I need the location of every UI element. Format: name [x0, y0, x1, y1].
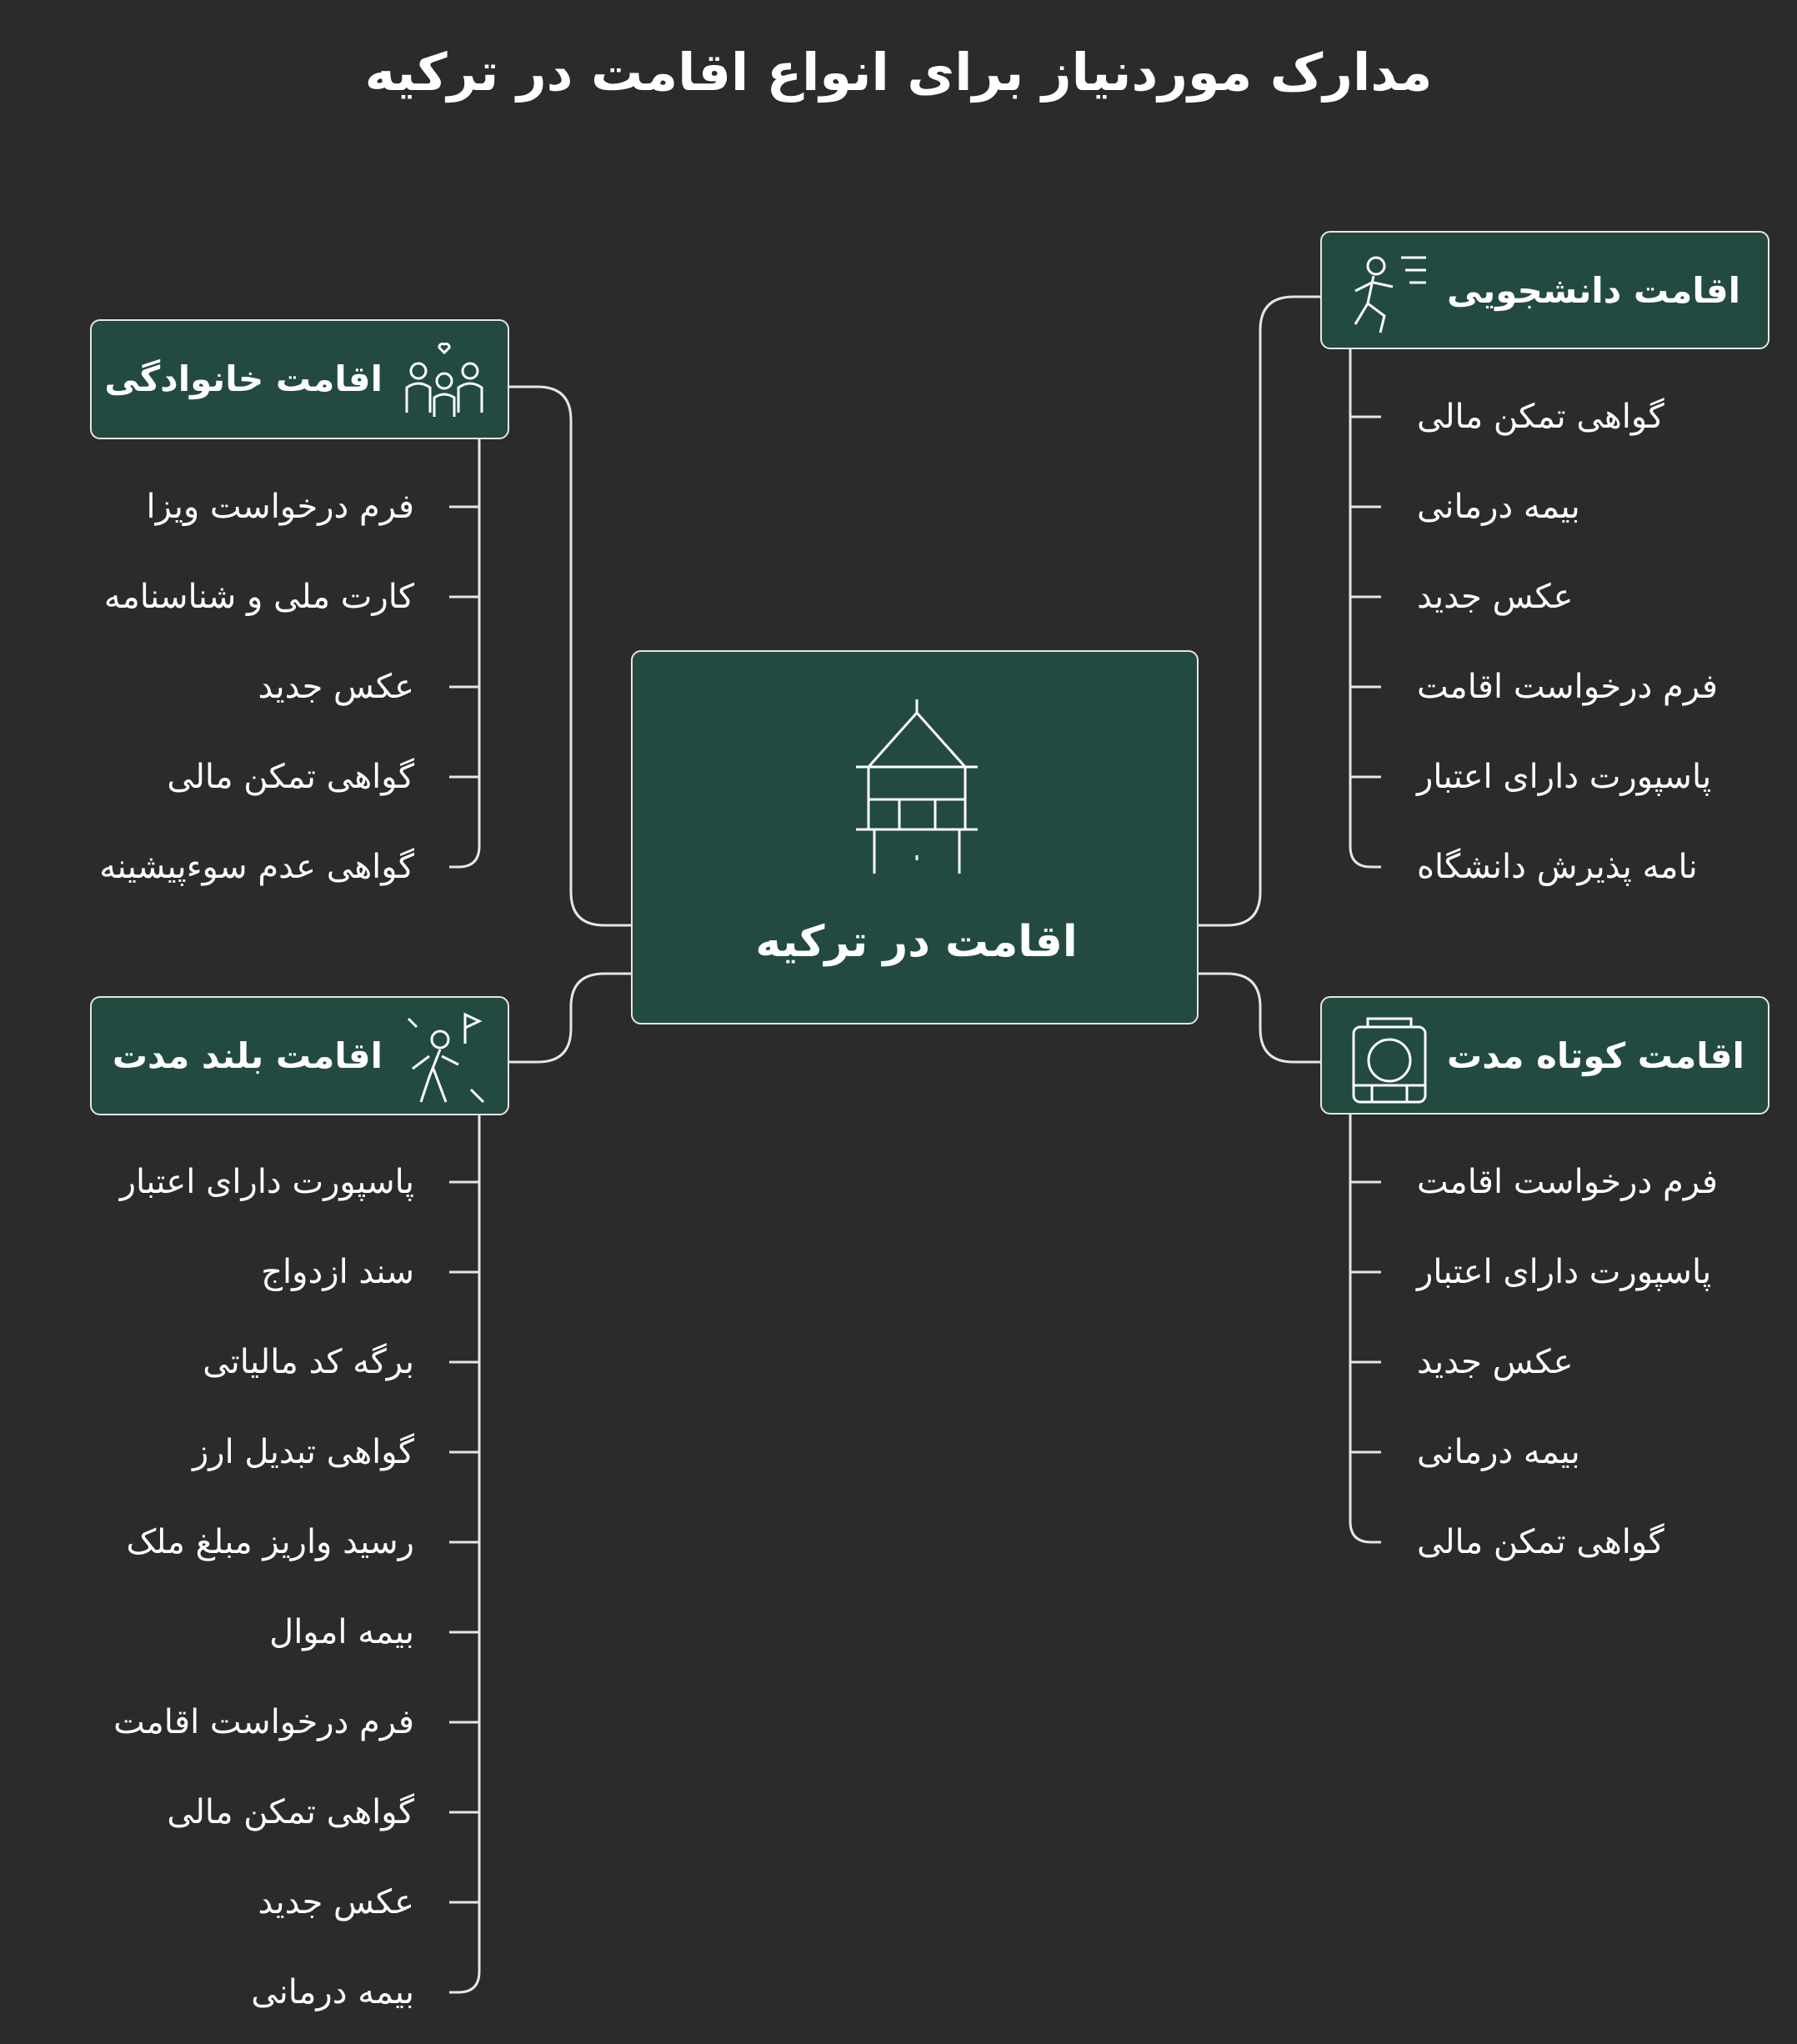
- long-term-item: بیمه درمانی: [251, 1973, 414, 2011]
- family-item: گواهی عدم سوءپیشینه: [99, 848, 414, 886]
- connector-short-term: [1199, 974, 1320, 1062]
- family-item: عکس جدید: [258, 668, 414, 706]
- long-term-item: بیمه اموال: [269, 1613, 414, 1651]
- short-term-item: گواهی تمکن مالی: [1417, 1523, 1664, 1561]
- family-item: گواهی تمکن مالی: [167, 758, 414, 796]
- student-item: پاسپورت دارای اعتبار: [1417, 758, 1712, 796]
- student-item: نامه پذیرش دانشگاه: [1417, 848, 1698, 886]
- running-student-icon: [1322, 233, 1771, 351]
- student-label: اقامت دانشجویی: [1447, 270, 1741, 311]
- short-term-item: بیمه درمانی: [1417, 1433, 1580, 1471]
- long-term-item: عکس جدید: [258, 1883, 414, 1921]
- long-term-item: پاسپورت دارای اعتبار: [119, 1163, 414, 1201]
- short-term-branch-line: [1350, 1115, 1381, 1542]
- house-icon: [633, 652, 1200, 1026]
- center-label: اقامت در ترکیه: [755, 917, 1078, 967]
- family-label: اقامت خانوادگی: [104, 358, 383, 399]
- connector-student: [1199, 297, 1320, 925]
- student-branch-line: [1350, 349, 1381, 867]
- hiker-flag-icon: [92, 998, 511, 1117]
- center-node: [631, 650, 1199, 1025]
- family-icon: [92, 321, 511, 441]
- long-term-item: رسید واریز مبلغ ملک: [126, 1523, 414, 1561]
- short-term-item: عکس جدید: [1417, 1343, 1574, 1381]
- student-item: گواهی تمکن مالی: [1417, 398, 1664, 436]
- connector-family: [509, 387, 631, 925]
- short-term-item: پاسپورت دارای اعتبار: [1417, 1253, 1712, 1291]
- short-term-node: [1320, 996, 1769, 1115]
- connector-long-term: [509, 974, 631, 1062]
- student-item: بیمه درمانی: [1417, 488, 1580, 526]
- family-branch-line: [449, 439, 479, 867]
- family-item: فرم درخواست ویزا: [146, 488, 414, 526]
- student-item: فرم درخواست اقامت: [1417, 668, 1718, 706]
- suitcase-globe-icon: [1322, 998, 1771, 1116]
- long-term-branch-line: [449, 1115, 479, 1992]
- long-term-item: گواهی تبدیل ارز: [192, 1433, 414, 1471]
- family-node: [90, 319, 509, 439]
- diagram-title: مدارک موردنیاز برای انواع اقامت در ترکیه: [364, 42, 1433, 103]
- family-item: کارت ملی و شناسنامه: [103, 578, 414, 616]
- short-term-label: اقامت کوتاه مدت: [1447, 1035, 1744, 1076]
- student-node: [1320, 231, 1769, 349]
- long-term-item: برگه کد مالیاتی: [203, 1343, 414, 1381]
- student-item: عکس جدید: [1417, 578, 1574, 616]
- long-term-node: [90, 996, 509, 1115]
- short-term-item: فرم درخواست اقامت: [1417, 1163, 1718, 1201]
- long-term-label: اقامت بلند مدت: [112, 1035, 383, 1076]
- long-term-item: سند ازدواج: [261, 1253, 414, 1291]
- long-term-item: فرم درخواست اقامت: [113, 1703, 414, 1741]
- long-term-item: گواهی تمکن مالی: [167, 1793, 414, 1831]
